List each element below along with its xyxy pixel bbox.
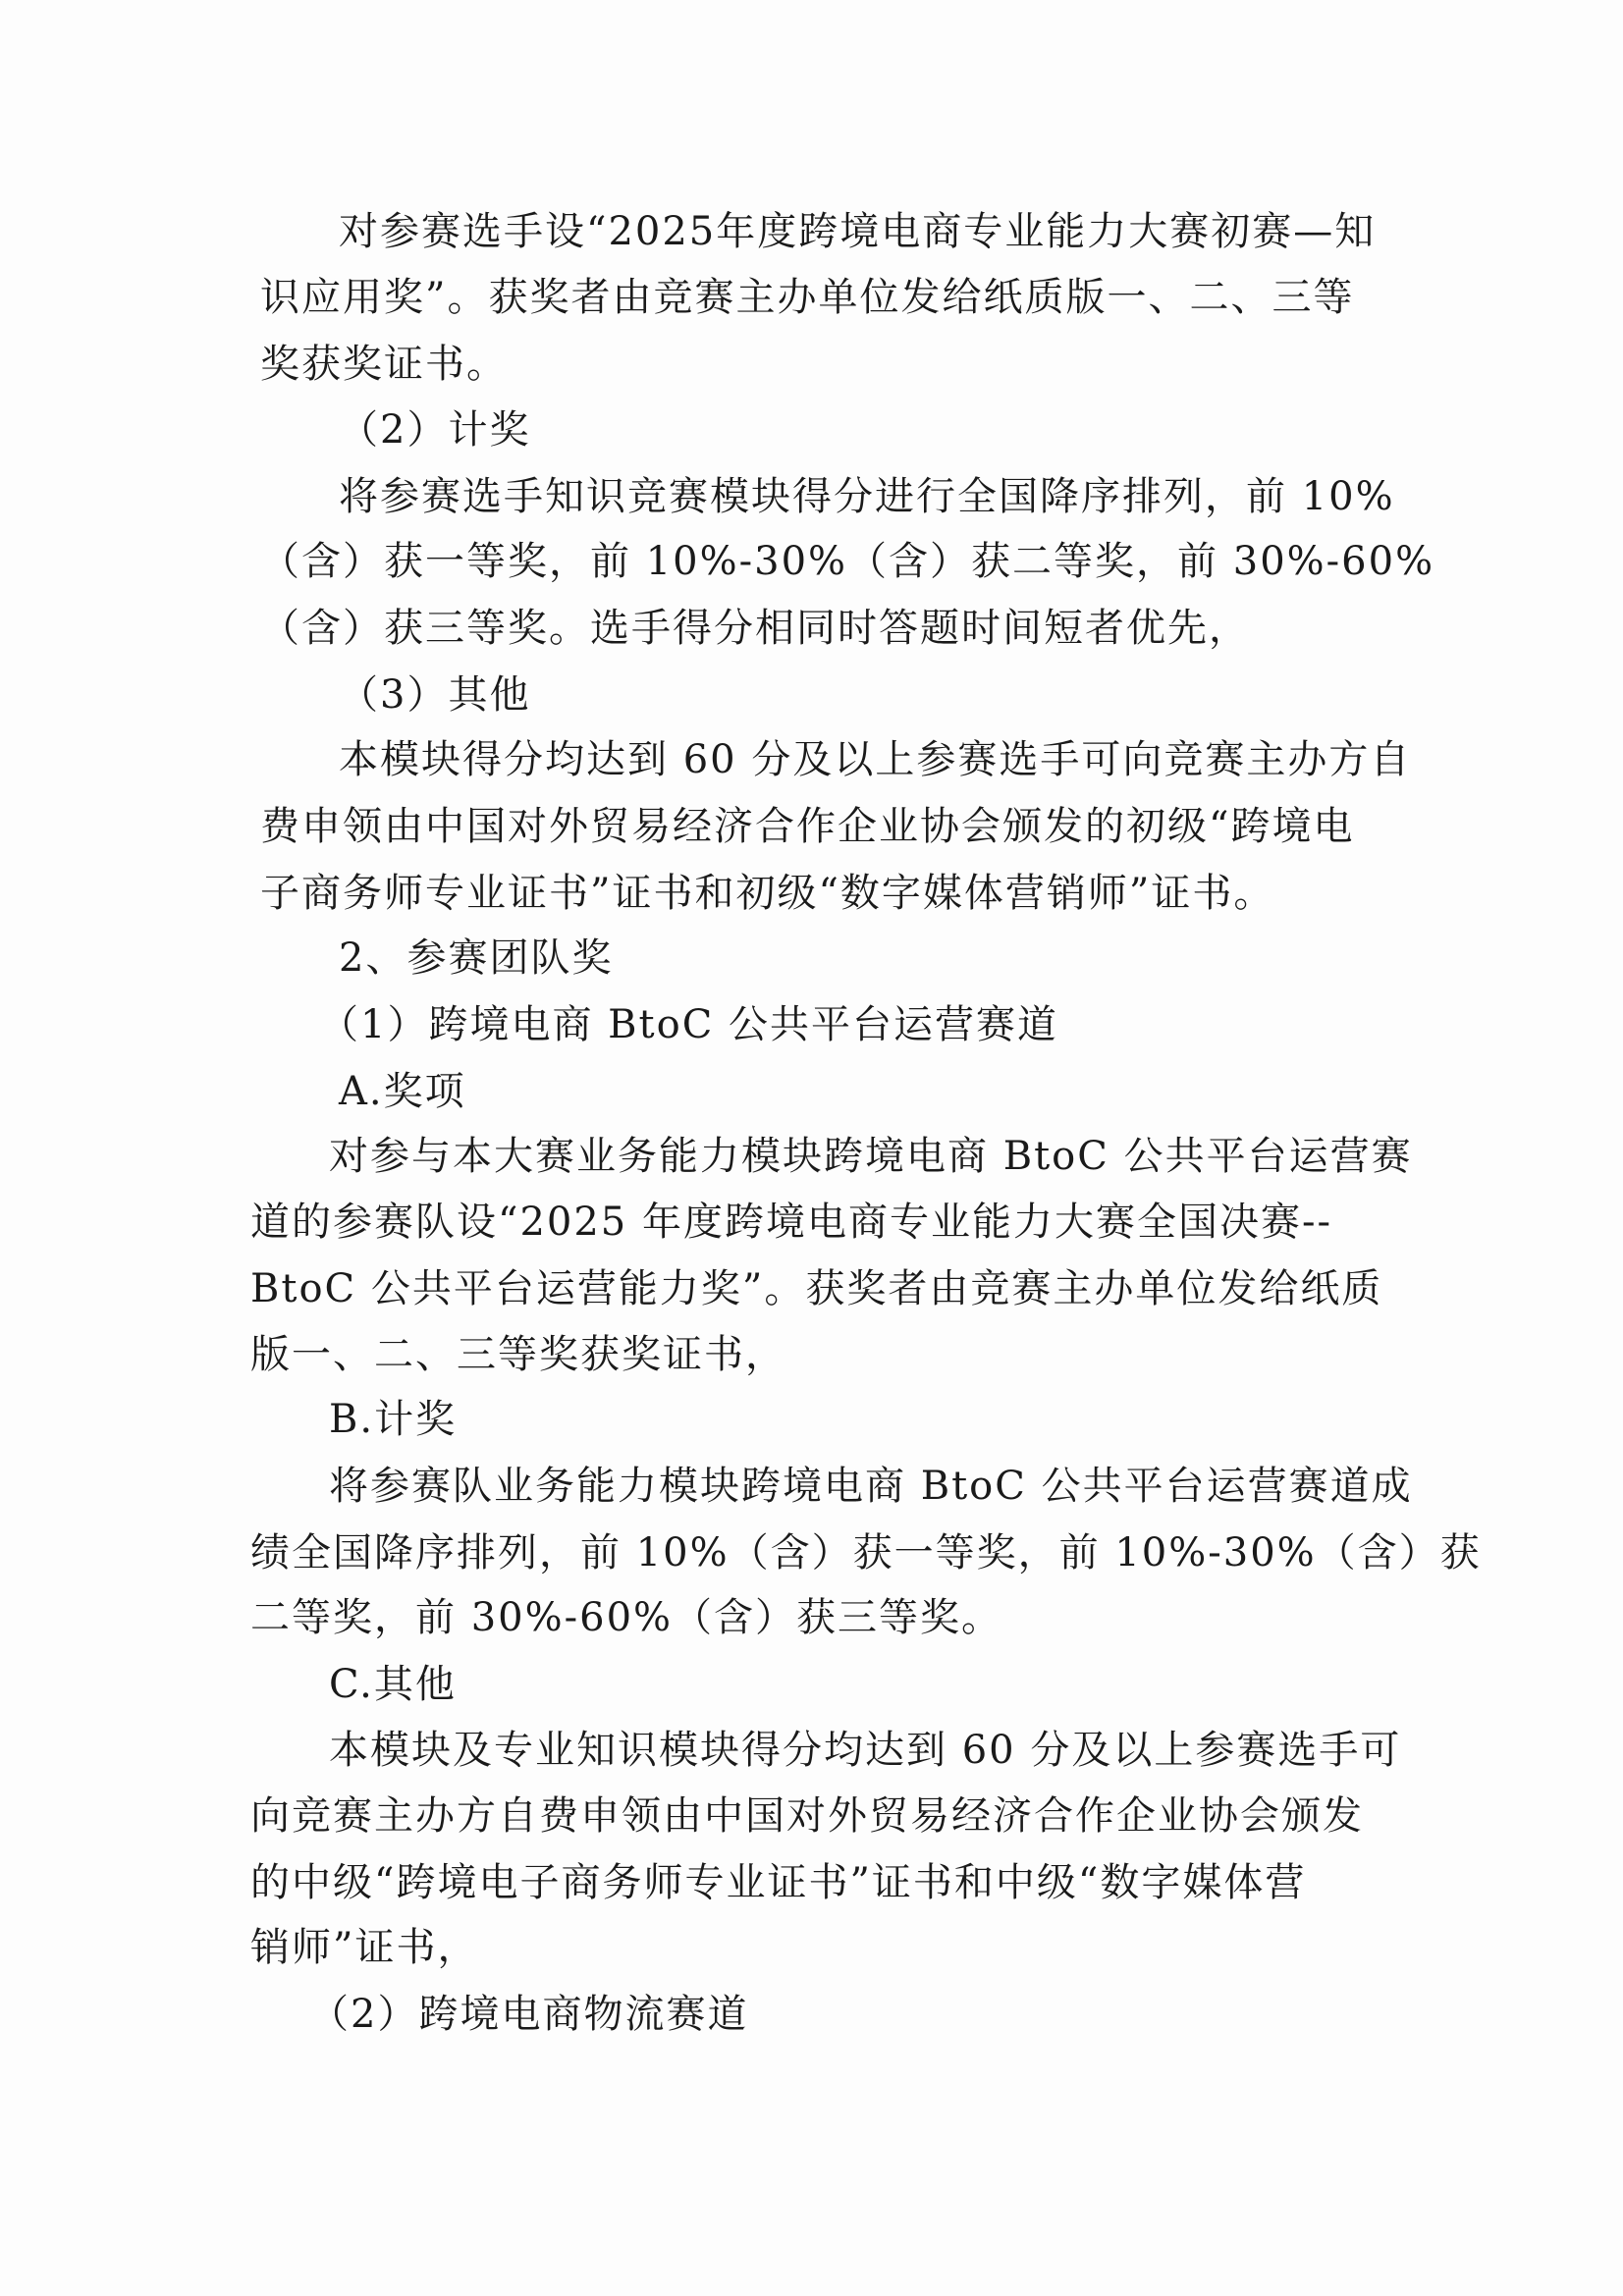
text-line: 识应用奖”。获奖者由竞赛主办单位发给纸质版一、二、三等	[260, 275, 1355, 320]
section-heading: （2）计奖	[339, 407, 531, 453]
text-line: 绩全国降序排列，前 10%（含）获一等奖，前 10%-30%（含）获	[250, 1530, 1482, 1575]
text-line: 二等奖，前 30%-60%（含）获三等奖。	[250, 1595, 1003, 1640]
text-line: 将参赛队业务能力模块跨境电商 BtoC 公共平台运营赛道成	[329, 1464, 1413, 1509]
text-line: 道的参赛队设“2025 年度跨境电商专业能力大赛全国决赛--	[250, 1200, 1332, 1245]
text-line: 的中级“跨境电子商务师专业证书”证书和中级“数字媒体营	[250, 1860, 1307, 1905]
section-heading: （3）其他	[339, 672, 531, 718]
text-line: 对参赛选手设“2025年度跨境电商专业能力大赛初赛—知	[339, 209, 1377, 254]
text-line: 对参与本大赛业务能力模块跨境电商 BtoC 公共平台运营赛	[329, 1134, 1413, 1179]
text-line: 费申领由中国对外贸易经济合作企业协会颁发的初级“跨境电	[260, 804, 1355, 849]
text-line: 本模块及专业知识模块得分均达到 60 分及以上参赛选手可	[329, 1728, 1402, 1773]
text-line: 版一、二、三等奖获奖证书，	[250, 1332, 786, 1377]
section-heading: A.奖项	[339, 1069, 466, 1114]
text-line: 销师”证书，	[250, 1925, 479, 1970]
text-line: （含）获三等奖。选手得分相同时答题时间短者优先，	[260, 606, 1250, 651]
text-line: 本模块得分均达到 60 分及以上参赛选手可向竞赛主办方自	[339, 737, 1412, 782]
text-line: 将参赛选手知识竞赛模块得分进行全国降序排列，前 10%	[339, 474, 1395, 519]
section-heading: B.计奖	[329, 1397, 458, 1442]
section-heading: （2）跨境电商物流赛道	[309, 1992, 749, 2037]
section-heading: （1）跨境电商 BtoC 公共平台运营赛道	[319, 1002, 1059, 1047]
text-line: 奖获奖证书。	[260, 342, 508, 387]
text-line: （含）获一等奖，前 10%-30%（含）获二等奖，前 30%-60%	[260, 539, 1435, 584]
section-heading: 2、参赛团队奖	[339, 935, 614, 981]
text-line: 向竞赛主办方自费申领由中国对外贸易经济合作企业协会颁发	[250, 1793, 1364, 1839]
text-line: 子商务师专业证书”证书和初级“数字媒体营销师”证书。	[260, 871, 1275, 916]
text-line: BtoC 公共平台运营能力奖”。获奖者由竞赛主办单位发给纸质	[250, 1266, 1383, 1311]
section-heading: C.其他	[329, 1662, 457, 1707]
